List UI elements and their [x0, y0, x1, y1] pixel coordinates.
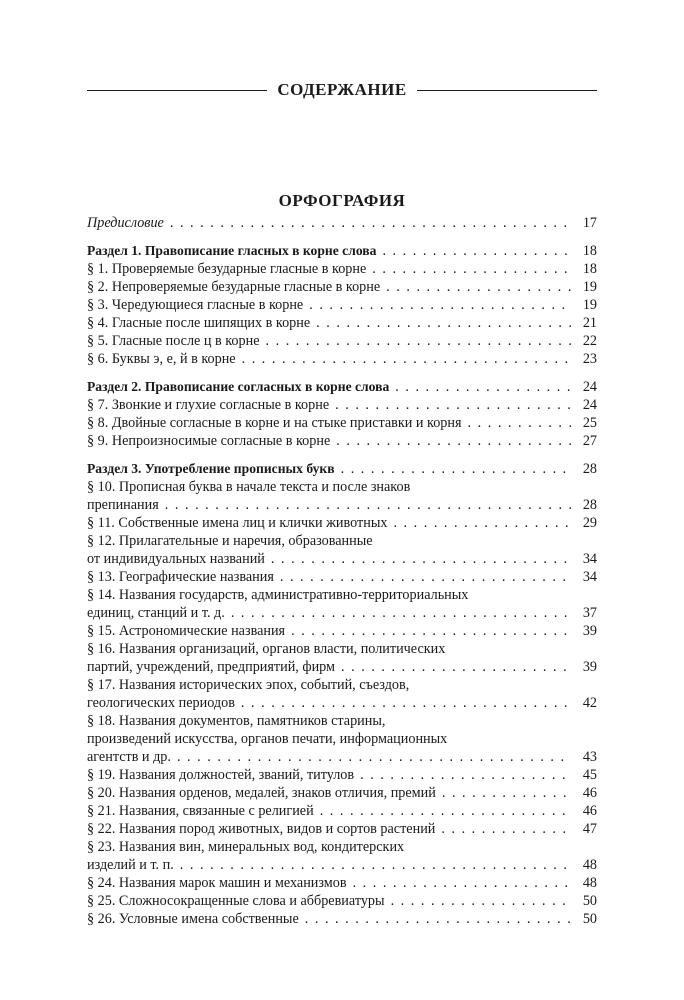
toc-entry-title: § 6. Буквы э, е, й в корне	[87, 351, 236, 367]
toc-dot-leader	[341, 658, 571, 676]
toc-page-number: 17	[582, 215, 597, 231]
toc-dot-leader	[241, 694, 571, 712]
toc-page-number: 22	[582, 333, 597, 349]
toc-entry-title: Предисловие	[87, 215, 164, 231]
toc-dot-leader	[320, 802, 571, 820]
toc-entry[interactable]	[87, 838, 597, 874]
toc-entry[interactable]	[87, 892, 597, 910]
contents-header	[87, 77, 597, 103]
toc-entry[interactable]	[87, 296, 597, 314]
toc-entry-title: § 22. Названия пород животных, видов и сортов растений	[87, 821, 436, 837]
toc-entry-title: § 11. Собственные имена лиц и клички животных	[87, 515, 388, 531]
toc-dot-leader	[271, 550, 571, 568]
toc-entry[interactable]	[87, 478, 597, 514]
toc-entry[interactable]	[87, 396, 597, 414]
toc-page-number: 50	[582, 911, 597, 927]
toc-entry[interactable]	[87, 784, 597, 802]
toc-page-number: 21	[582, 315, 597, 331]
toc-entry-title: партий, учреждений, предприятий, фирм	[87, 659, 336, 675]
toc-page-number: 48	[582, 857, 597, 873]
toc-dot-leader	[180, 856, 571, 874]
toc-gap	[87, 450, 597, 460]
toc-entry-line: § 18. Названия документов, памятников старины,	[87, 713, 386, 729]
toc-entry-title: § 20. Названия орденов, медалей, знаков отличия, премий	[87, 785, 436, 801]
toc-dot-leader	[391, 892, 571, 910]
toc-section-heading[interactable]	[87, 242, 597, 260]
toc-intro-entry[interactable]	[87, 214, 597, 232]
toc-entry-title: Раздел 2. Правописание согласных в корне слова	[87, 379, 390, 394]
toc-entry-title: препинания	[87, 497, 159, 513]
toc-page-number: 19	[582, 297, 597, 313]
toc-page-number: 19	[582, 279, 597, 295]
toc-dot-leader	[441, 820, 571, 838]
toc-page-number: 25	[582, 415, 597, 431]
toc-dot-leader	[309, 296, 571, 314]
toc-dot-leader	[353, 874, 571, 892]
toc-entry[interactable]	[87, 910, 597, 928]
toc-page-number: 37	[582, 605, 597, 621]
toc-entry-title: геологических периодов	[87, 695, 235, 711]
toc-entry[interactable]	[87, 260, 597, 278]
toc-dot-leader	[231, 604, 571, 622]
toc-entry-title: Раздел 1. Правописание гласных в корне слова	[87, 243, 377, 258]
toc-dot-leader	[266, 332, 571, 350]
toc-entry-title: § 26. Условные имена собственные	[87, 911, 299, 927]
toc-page-number: 28	[582, 497, 597, 513]
toc-page-number: 29	[582, 515, 597, 531]
toc-entry[interactable]	[87, 278, 597, 296]
toc-page-number: 47	[582, 821, 597, 837]
toc-dot-leader	[291, 622, 571, 640]
toc-gap	[87, 232, 597, 242]
toc-page-number: 24	[582, 397, 597, 413]
toc-entry-title: § 9. Непроизносимые согласные в корне	[87, 433, 331, 449]
toc-page-number: 34	[582, 551, 597, 567]
toc-entry[interactable]	[87, 568, 597, 586]
toc-page-number: 24	[582, 379, 597, 395]
toc-entry[interactable]	[87, 622, 597, 640]
toc-entry[interactable]	[87, 874, 597, 892]
table-of-contents	[87, 214, 597, 928]
toc-dot-leader	[372, 260, 571, 278]
toc-entry-title: § 25. Сложносокращенные слова и аббревиатуры	[87, 893, 385, 909]
toc-page-number: 39	[582, 659, 597, 675]
toc-dot-leader	[393, 514, 571, 532]
toc-entry[interactable]	[87, 820, 597, 838]
toc-page-number: 43	[582, 749, 597, 765]
toc-dot-leader	[468, 414, 571, 432]
toc-entry-title: § 13. Географические названия	[87, 569, 274, 585]
toc-dot-leader	[316, 314, 571, 332]
toc-entry[interactable]	[87, 586, 597, 622]
toc-page-number: 42	[582, 695, 597, 711]
toc-entry-title: § 24. Названия марок машин и механизмов	[87, 875, 347, 891]
toc-page-number: 48	[582, 875, 597, 891]
toc-page-number: 46	[582, 803, 597, 819]
toc-dot-leader	[280, 568, 571, 586]
toc-entry-title: изделий и т. п.	[87, 857, 174, 873]
toc-entry[interactable]	[87, 766, 597, 784]
toc-dot-leader	[170, 214, 571, 232]
toc-dot-leader	[360, 766, 571, 784]
toc-dot-leader	[242, 350, 571, 368]
toc-page-number: 28	[582, 461, 597, 477]
toc-entry-title: Раздел 3. Употребление прописных букв	[87, 461, 335, 476]
toc-entry-title: от индивидуальных названий	[87, 551, 265, 567]
toc-entry[interactable]	[87, 640, 597, 676]
toc-entry-line: произведений искусства, органов печати, информационных	[87, 731, 448, 747]
toc-entry[interactable]	[87, 414, 597, 432]
toc-entry[interactable]	[87, 802, 597, 820]
toc-entry-title: § 15. Астрономические названия	[87, 623, 286, 639]
toc-entry-title: § 7. Звонкие и глухие согласные в корне	[87, 397, 330, 413]
header-rule-right	[417, 90, 597, 91]
toc-page-number: 34	[582, 569, 597, 585]
toc-entry-title: § 19. Названия должностей, званий, титулов	[87, 767, 355, 783]
toc-section-heading[interactable]	[87, 460, 597, 478]
toc-dot-leader	[395, 378, 571, 396]
toc-entry[interactable]	[87, 350, 597, 368]
toc-page-number: 46	[582, 785, 597, 801]
toc-dot-leader	[177, 748, 571, 766]
toc-entry-line: § 10. Прописная буква в начале текста и после знаков	[87, 479, 411, 495]
toc-entry-title: § 21. Названия, связанные с религией	[87, 803, 314, 819]
toc-entry-line: § 12. Прилагательные и наречия, образованные	[87, 533, 373, 549]
toc-entry-title: § 8. Двойные согласные в корне и на стыке приставки и корня	[87, 415, 462, 431]
toc-page-number: 50	[582, 893, 597, 909]
toc-dot-leader	[336, 432, 571, 450]
toc-entry[interactable]	[87, 332, 597, 350]
toc-page-number: 23	[582, 351, 597, 367]
toc-page-number: 27	[582, 433, 597, 449]
toc-dot-leader	[335, 396, 571, 414]
toc-entry[interactable]	[87, 712, 597, 766]
toc-page-number: 18	[582, 261, 597, 277]
section-title: ОРФОГРАФИЯ	[278, 191, 406, 210]
toc-page-number: 18	[582, 243, 597, 259]
toc-dot-leader	[442, 784, 571, 802]
toc-section-heading[interactable]	[87, 378, 597, 396]
toc-entry-title: § 3. Чередующиеся гласные в корне	[87, 297, 304, 313]
toc-dot-leader	[341, 460, 571, 478]
toc-entry[interactable]	[87, 314, 597, 332]
toc-dot-leader	[165, 496, 571, 514]
toc-page-number: 45	[582, 767, 597, 783]
toc-entry[interactable]	[87, 532, 597, 568]
toc-entry-line: § 16. Названия организаций, органов власти, политических	[87, 641, 446, 657]
toc-entry-title: единиц, станций и т. д.	[87, 605, 225, 621]
toc-entry-title: § 5. Гласные после ц в корне	[87, 333, 260, 349]
toc-page-number: 39	[582, 623, 597, 639]
toc-entry-line: § 14. Названия государств, административно-территориальных	[87, 587, 469, 603]
toc-gap	[87, 368, 597, 378]
toc-entry[interactable]	[87, 432, 597, 450]
toc-entry-title: агентств и др.	[87, 749, 171, 765]
toc-entry-title: § 2. Непроверяемые безударные гласные в корне	[87, 279, 381, 295]
toc-entry[interactable]	[87, 514, 597, 532]
toc-entry-title: § 1. Проверяемые безударные гласные в корне	[87, 261, 367, 277]
header-rule-left	[87, 90, 267, 91]
toc-dot-leader	[386, 278, 571, 296]
toc-dot-leader	[305, 910, 571, 928]
toc-entry[interactable]	[87, 676, 597, 712]
toc-dot-leader	[382, 242, 571, 260]
contents-title: СОДЕРЖАНИЕ	[277, 80, 407, 99]
toc-entry-line: § 17. Названия исторических эпох, событий, съездов,	[87, 677, 410, 693]
toc-entry-title: § 4. Гласные после шипящих в корне	[87, 315, 311, 331]
toc-entry-line: § 23. Названия вин, минеральных вод, кондитерских	[87, 839, 405, 855]
